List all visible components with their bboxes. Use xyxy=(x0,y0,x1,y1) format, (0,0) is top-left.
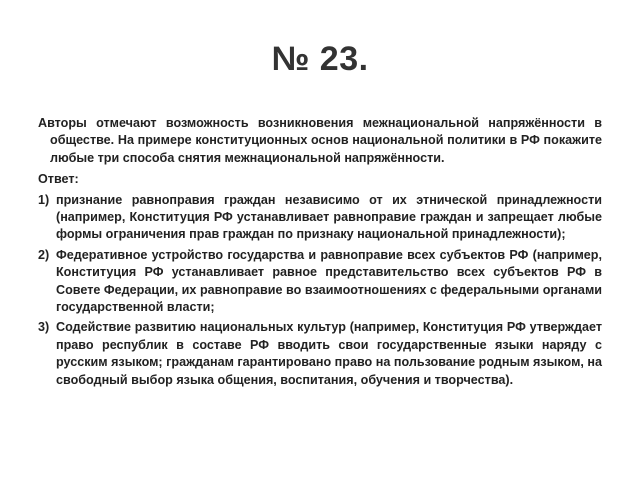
answer-item-number: 2) xyxy=(38,247,50,262)
question-text: Авторы отмечают возможность возникновения межнациональной напряжённости в обществе. На примере конституционных основ национальной политики в РФ покажите любые три способа снятия межнациональной напряжённости. xyxy=(38,116,602,165)
answer-item-number: 1) xyxy=(38,192,50,207)
answer-item-number: 3) xyxy=(38,320,50,335)
answer-item-text: признание равноправия граждан независимо от их этнической принадлежности (например, Конституция РФ устанавливает равноправие граждан и запрещает любые формы ограничения прав граждан по признаку национальной принадлежности); xyxy=(56,192,602,242)
answer-item-text: Федеративное устройство государства и равноправие всех субъектов РФ (например, Конституция РФ устанавливает равное представительство всех субъектов РФ в Совете Федерации, их равноправие во взаимоотношениях с федеральными органами государственной власти; xyxy=(56,247,602,315)
answer-item-3 xyxy=(38,319,602,389)
slide-content xyxy=(38,115,602,392)
answer-item-1 xyxy=(38,192,602,244)
slide-title: № 23. xyxy=(271,40,369,78)
answer-item-text: Содействие развитию национальных культур (например, Конституция РФ утверждает право республик в составе РФ вводить свои государственные языки наряду с русским языком; гражданам гарантировано право на пользование родным языком, на свободный выбор языка общения, воспитания, обучения и творчества). xyxy=(56,320,602,387)
answer-item-2 xyxy=(38,247,602,317)
answer-label: Ответ: xyxy=(38,172,79,187)
